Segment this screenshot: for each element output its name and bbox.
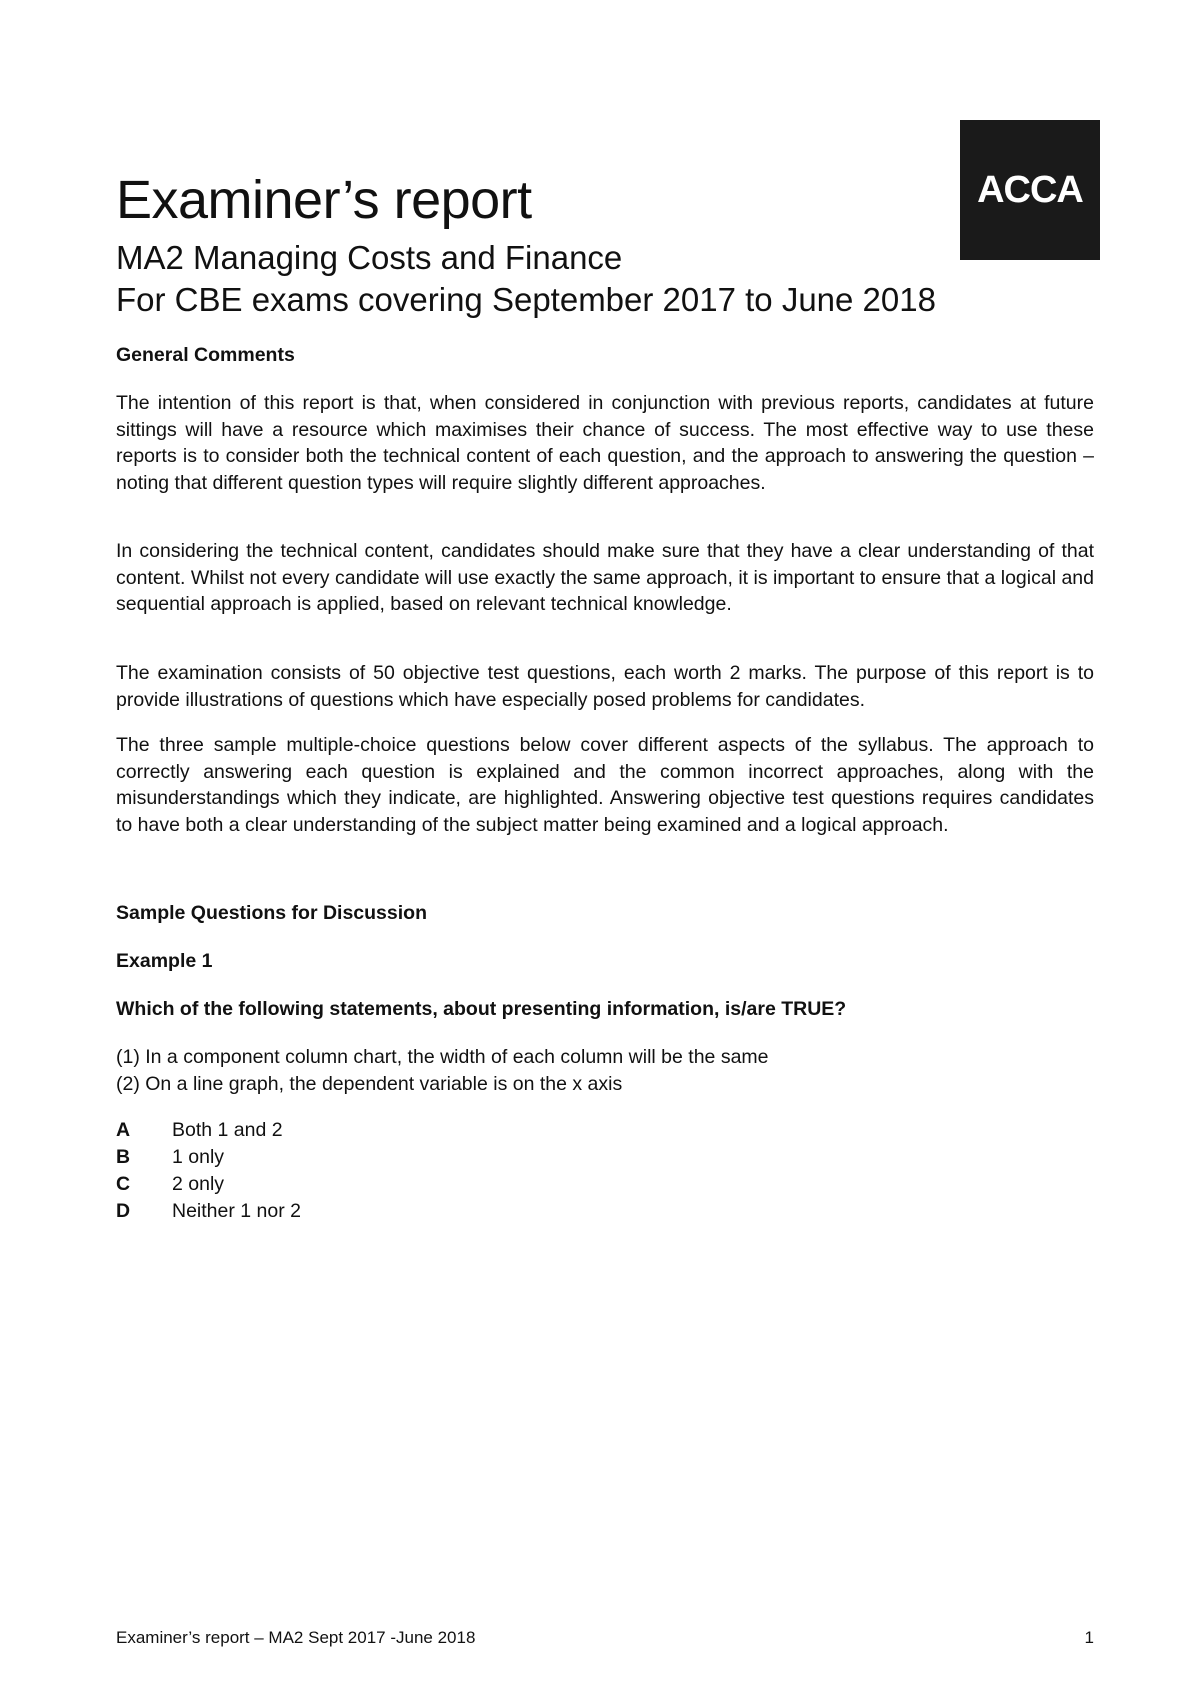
page-number: 1 <box>1084 1628 1094 1647</box>
question-text: Which of the following statements, about presenting information, is/are TRUE? <box>116 998 847 1020</box>
acca-logo <box>960 120 1100 260</box>
option-letter: C <box>116 1173 131 1195</box>
logo-text: ACCA <box>977 168 1083 211</box>
option-letter: A <box>116 1119 131 1141</box>
sample-questions-heading-block <box>116 900 1094 927</box>
general-paragraph-4: The three sample multiple-choice questions below cover different aspects of the syllabus. The approach to correctly answering each question is explained and the common incorrect approaches, along with the misunderstandings which they indicate, are highlighted. Answering objective test questions requires candidates to have both a clear understanding of the subject matter being examined and a logical approach. <box>116 734 1094 836</box>
sample-questions-heading: Sample Questions for Discussion <box>116 902 427 924</box>
example-1-heading: Example 1 <box>116 950 213 972</box>
option-letter: D <box>116 1200 131 1222</box>
statement-1: (1) In a component column chart, the width of each column will be the same <box>116 1046 769 1068</box>
general-paragraph-2-block <box>116 538 1094 618</box>
option-text: Both 1 and 2 <box>172 1119 283 1141</box>
general-paragraph-3-block <box>116 660 1094 713</box>
option-text: 2 only <box>172 1173 225 1195</box>
page-subtitle-course: MA2 Managing Costs and Finance <box>116 239 623 276</box>
statement-list <box>116 1044 1094 1097</box>
general-comments-heading-block <box>116 342 1094 369</box>
option-b <box>116 1144 1094 1171</box>
footer-title: Examiner’s report – MA2 Sept 2017 -June 2018 <box>116 1628 476 1647</box>
option-text: Neither 1 nor 2 <box>172 1200 301 1222</box>
page-footer <box>116 1628 1094 1648</box>
statement-2: (2) On a line graph, the dependent variable is on the x axis <box>116 1072 623 1095</box>
question-block <box>116 996 1094 1023</box>
general-paragraph-4-block <box>116 732 1094 838</box>
general-paragraph-2: In considering the technical content, candidates should make sure that they have a clear understanding of that content. Whilst not every candidate will use exactly the same approach, it is important to ensure that a logical and sequential approach is applied, based on relevant technical knowledge. <box>116 540 1094 615</box>
page-title: Examiner’s report <box>116 170 532 230</box>
example-heading-block <box>116 948 1094 975</box>
general-paragraph-1-block <box>116 390 1094 496</box>
option-a <box>116 1117 1094 1144</box>
option-d <box>116 1198 1094 1225</box>
option-text: 1 only <box>172 1146 225 1168</box>
general-paragraph-1: The intention of this report is that, when considered in conjunction with previous reports, candidates at future sittings will have a resource which maximises their chance of success. The most effective way to use these reports is to consider both the technical content of each question, and the approach to answering the question – noting that different question types will require slightly different approaches. <box>116 392 1094 494</box>
page-subtitle-period: For CBE exams covering September 2017 to June 2018 <box>116 281 936 318</box>
option-letter: B <box>116 1146 131 1168</box>
general-paragraph-3: The examination consists of 50 objective test questions, each worth 2 marks. The purpose of this report is to provide illustrations of questions which have especially posed problems for candidates. <box>116 662 1094 711</box>
general-comments-heading: General Comments <box>116 344 295 366</box>
answer-options <box>116 1117 1094 1225</box>
option-c <box>116 1171 1094 1198</box>
